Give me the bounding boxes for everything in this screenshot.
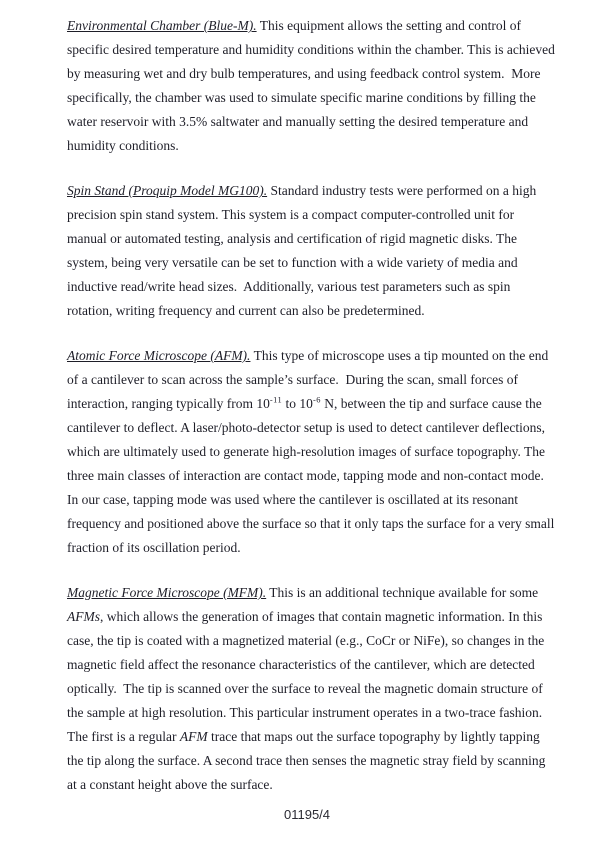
section-heading: Environmental Chamber (Blue-M).: [67, 18, 257, 33]
paragraph-atomic-force-microscope: [67, 344, 556, 560]
text-run: -11: [269, 395, 283, 405]
paragraph-magnetic-force-microscope: [67, 581, 556, 797]
text-run: AFM: [179, 729, 208, 744]
text-run: AFMs: [67, 609, 100, 624]
document-content: [67, 14, 559, 818]
text-run: , which allows the generation of images that contain magnetic information. In this case, the tip is coated with a magnetized material (e.g., CoCr or NiFe), so changes in the magnetic field affect the resonance characteristics of the cantilever, which are detected optically. The tip is scanned over the surface to reveal the magnetic domain structure of the sample at high resolution. This particular instrument operates in a two-trace fashion. The first is a regular: [67, 609, 548, 744]
text-run: Standard industry tests were performed on a high precision spin stand system. This system is a compact computer-controlled unit for manual or automated testing, analysis and certification of rigid magnetic disks. The system, being very versatile can be set to function with a wide variety of media and inductive read/write head sizes. Additionally, various test parameters such as spin rotation, writing frequency and current can also be predetermined.: [67, 183, 540, 318]
text-run: to 10: [282, 396, 313, 411]
section-heading: Atomic Force Microscope (AFM).: [67, 348, 251, 363]
text-run: This type of microscope uses a tip mounted on the end of a cantilever to scan across the sample’s surface. During the scan, small forces of interaction, ranging typically from 10: [67, 348, 552, 411]
paragraph-environmental-chamber: [67, 14, 559, 158]
text-run: -6: [312, 395, 321, 405]
paragraph-spin-stand: [67, 179, 556, 323]
page-number: 01195/4: [283, 807, 331, 822]
text-run: This equipment allows the setting and control of specific desired temperature and humidity conditions within the chamber. This is achieved by measuring wet and dry bulb temperatures, and using feedback control system. More specifically, the chamber was used to simulate specific marine conditions by filling the water reservoir with 3.5% saltwater and manually setting the desired temperature and humidity conditions.: [67, 18, 559, 153]
text-run: trace that maps out the surface topography by lightly tapping the tip along the surface. A second trace then senses the magnetic stray field by scanning at a constant height above the surface.: [67, 729, 549, 792]
text-run: N, between the tip and surface cause the cantilever to deflect. A laser/photo-detector setup is used to detect cantilever deflections, which are ultimately used to generate high-resolution images of surface topography. The three main classes of interaction are contact mode, tapping mode and non-contact mode. In our case, tapping mode was used where the cantilever is oscillated at its resonant frequency and positioned above the surface so that it only taps the surface for a very small fraction of its oscillation period.: [67, 396, 558, 555]
section-heading: Spin Stand (Proquip Model MG100).: [67, 183, 268, 198]
text-run: This is an additional technique available for some: [266, 585, 542, 600]
section-heading: Magnetic Force Microscope (MFM).: [67, 585, 267, 600]
